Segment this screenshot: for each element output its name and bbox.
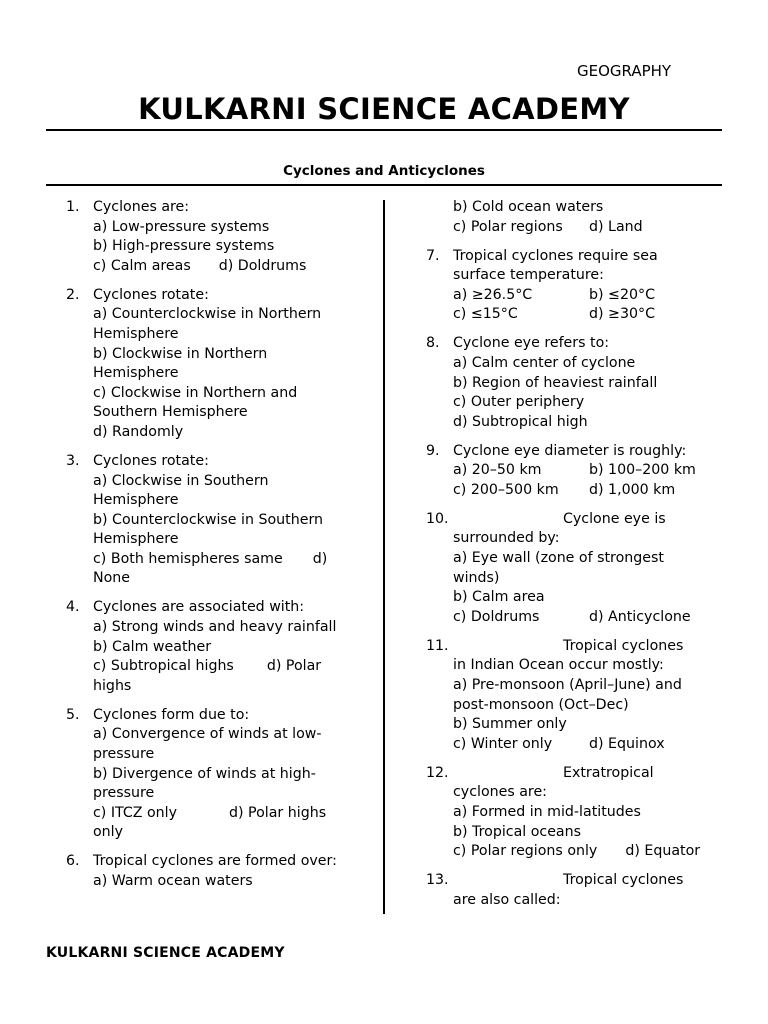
option-c: c) Polar regions (453, 218, 563, 235)
question-text-cont: are also called: (453, 891, 561, 908)
option-c: c) ≤15°C (453, 306, 518, 323)
question-text: Cyclone eye diameter is roughly: (453, 442, 687, 459)
question-8 (426, 334, 724, 432)
option-d: d) Land (589, 218, 643, 235)
question-11 (426, 637, 724, 755)
question-number: 1. (66, 199, 80, 215)
option-a-cont: Hemisphere (93, 325, 179, 342)
option-c: c) Clockwise in Northern and (93, 384, 298, 401)
option-b: b) Divergence of winds at high- (93, 765, 316, 782)
option-a: a) Counterclockwise in Northern (93, 306, 322, 323)
option-c: c) Polar regions only (453, 843, 598, 860)
option-c: c) 200–500 km (453, 481, 559, 498)
question-text: Cyclones are: (93, 199, 190, 215)
option-b: b) Calm area (453, 589, 545, 606)
question-text: Extratropical (563, 764, 654, 781)
question-number: 2. (66, 286, 80, 303)
question-5 (66, 706, 366, 843)
question-number: 9. (426, 442, 440, 459)
question-number: 10. (426, 510, 449, 527)
option-b: b) Tropical oceans (453, 823, 582, 840)
question-number: 5. (66, 706, 80, 723)
option-d: d) Polar (266, 658, 322, 675)
option-b-cont: Hemisphere (93, 531, 179, 548)
question-number: 12. (426, 764, 449, 781)
option-c: c) Both hemispheres same (93, 550, 283, 567)
option-c-cont: Southern Hemisphere (93, 404, 248, 421)
question-text-cont: surrounded by: (453, 530, 560, 547)
question-9 (426, 442, 724, 501)
question-text: Tropical cyclones are formed over: (93, 853, 337, 870)
option-a: a) Warm ocean waters (93, 872, 253, 889)
option-a: a) 20–50 km (453, 462, 542, 479)
question-text: Cyclones are associated with: (93, 599, 305, 616)
option-b: b) Summer only (453, 716, 567, 733)
question-text: Tropical cyclones (563, 872, 684, 889)
option-d-cont: None (93, 570, 131, 587)
option-a: a) Convergence of winds at low- (93, 726, 322, 743)
option-b: b) Clockwise in Northern (93, 345, 268, 362)
question-number: 4. (66, 599, 80, 616)
option-b-cont: pressure (93, 785, 155, 802)
question-number: 11. (426, 637, 449, 654)
option-d: d) Doldrums (218, 257, 307, 274)
right-column (426, 198, 724, 920)
question-number: 13. (426, 872, 449, 889)
option-d: d) Randomly (93, 423, 184, 440)
option-a: a) Formed in mid-latitudes (453, 803, 641, 820)
question-13 (426, 871, 724, 910)
option-c: c) Doldrums (453, 608, 540, 625)
option-d: d) ≥30°C (589, 306, 655, 323)
option-d: d) Polar highs (229, 804, 327, 821)
option-c: c) Subtropical highs (93, 658, 234, 675)
question-text: Tropical cyclones require sea (453, 247, 658, 264)
option-a: a) ≥26.5°C (453, 286, 533, 303)
option-a-cont: winds) (453, 569, 500, 586)
question-text: Tropical cyclones (563, 637, 684, 654)
option-b: b) Counterclockwise in Southern (93, 511, 324, 528)
option-a-cont: Hemisphere (93, 492, 179, 509)
option-d: d) Anticyclone (589, 608, 691, 625)
option-a: a) Low-pressure systems (93, 218, 270, 235)
option-d-cont: only (93, 824, 124, 841)
question-text-cont: in Indian Ocean occur mostly: (453, 657, 664, 674)
page-title: KULKARNI SCIENCE ACADEMY (138, 92, 630, 126)
question-text: Cyclone eye refers to: (453, 335, 610, 352)
option-b: b) Cold ocean waters (453, 199, 604, 215)
column-divider (383, 200, 385, 914)
option-a: a) Calm center of cyclone (453, 354, 636, 371)
option-a: a) Strong winds and heavy rainfall (93, 619, 337, 636)
title-rule (46, 129, 722, 131)
option-b: b) Region of heaviest rainfall (453, 374, 658, 391)
question-number: 6. (66, 853, 80, 870)
option-c: c) Calm areas (93, 257, 191, 274)
option-b: b) ≤20°C (589, 286, 655, 303)
footer-academy: KULKARNI SCIENCE ACADEMY (46, 945, 285, 961)
question-number: 8. (426, 335, 440, 352)
option-d-cont: highs (93, 677, 132, 694)
option-a-cont: post-monsoon (Oct–Dec) (453, 696, 629, 713)
option-d: d) 1,000 km (589, 481, 676, 498)
question-7 (426, 247, 724, 325)
option-b: b) High-pressure systems (93, 238, 275, 255)
subtitle-rule (46, 184, 722, 186)
question-1 (66, 198, 366, 276)
option-d: d) Equator (625, 843, 701, 860)
question-10 (426, 510, 724, 628)
question-number: 3. (66, 452, 80, 469)
option-d: d) (312, 550, 328, 567)
option-c: c) ITCZ only (93, 804, 178, 821)
subject-label: GEOGRAPHY (577, 62, 672, 80)
option-d: d) Subtropical high (453, 413, 588, 430)
question-text: Cyclone eye is (563, 510, 666, 527)
option-a: a) Clockwise in Southern (93, 472, 269, 489)
question-number: 7. (426, 247, 440, 264)
question-text-cont: surface temperature: (453, 267, 604, 284)
option-a: a) Eye wall (zone of strongest (453, 550, 664, 567)
option-c: c) Outer periphery (453, 394, 585, 411)
question-text-cont: cyclones are: (453, 784, 547, 801)
option-c: c) Winter only (453, 735, 553, 752)
question-6-continued (426, 198, 724, 237)
option-b: b) 100–200 km (589, 462, 696, 479)
question-12 (426, 764, 724, 862)
option-d: d) Equinox (589, 735, 665, 752)
document-subtitle: Cyclones and Anticyclones (283, 163, 485, 179)
question-text: Cyclones rotate: (93, 286, 209, 303)
question-2 (66, 286, 366, 443)
option-a-cont: pressure (93, 746, 155, 762)
question-4 (66, 598, 366, 696)
left-column (66, 198, 366, 901)
option-b: b) Calm weather (93, 638, 212, 655)
question-text: Cyclones form due to: (93, 706, 250, 723)
option-b-cont: Hemisphere (93, 365, 179, 382)
option-a: a) Pre-monsoon (April–June) and (453, 677, 682, 694)
question-text: Cyclones rotate: (93, 452, 209, 469)
question-3 (66, 452, 366, 589)
question-6 (66, 852, 366, 891)
